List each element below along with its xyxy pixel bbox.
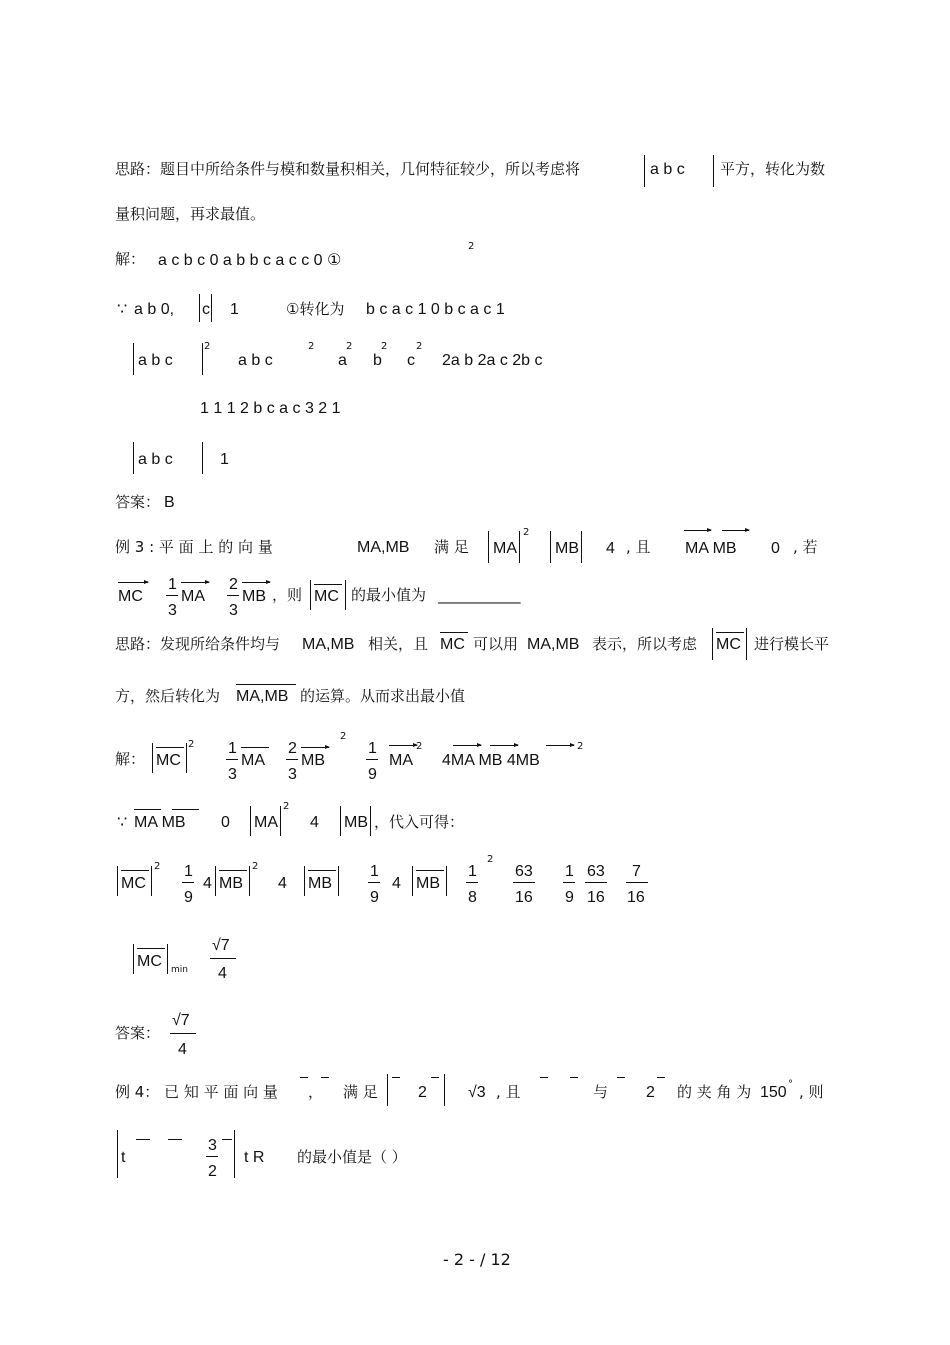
- frac-den: 3: [168, 602, 177, 619]
- because-one: 1: [230, 301, 239, 318]
- because-symbol: ∵: [117, 814, 128, 831]
- mc: MC: [156, 752, 181, 769]
- superscript-2: 2: [487, 854, 494, 865]
- result-abc: a b c: [138, 451, 173, 468]
- frac-den: 4: [218, 965, 227, 982]
- solution-label: 解：: [115, 750, 146, 768]
- abs-bar: [133, 343, 134, 375]
- abs-bar: [117, 866, 118, 896]
- vector-arrow: [546, 745, 574, 746]
- frac-den: 2: [208, 1163, 217, 1180]
- frac-den: 3: [228, 766, 237, 783]
- solution-label: 解：: [115, 250, 146, 268]
- frac-den: 9: [368, 766, 377, 783]
- abs-bar: [249, 866, 250, 896]
- superscript-2: 2: [204, 341, 211, 352]
- because-c: c: [202, 301, 210, 318]
- example3-text: 满 足: [434, 538, 469, 556]
- thinking-text: 的运算。从而求出最小值: [300, 687, 466, 705]
- result-one: 1: [220, 451, 229, 468]
- frac-den: 3: [229, 602, 238, 619]
- coef-2: 2: [418, 1084, 427, 1101]
- frac-line: [210, 958, 236, 959]
- frac-line: [466, 882, 478, 883]
- frac-num: 63: [587, 863, 605, 880]
- frac-num: 1: [565, 863, 574, 880]
- frac-num: 3: [208, 1137, 217, 1154]
- thinking-text-2: 平方，转化为数: [720, 160, 826, 178]
- vector-bar: [392, 1077, 400, 1078]
- page-number: - 2 - / 12: [443, 1250, 511, 1269]
- frac-num: 2: [229, 576, 238, 593]
- mb: MB: [555, 540, 579, 557]
- frac-num: 1: [228, 740, 237, 757]
- question-text: 的最小值是（ ）: [297, 1148, 407, 1166]
- abs-bar: [310, 580, 311, 610]
- ma-dot-mb: MA MB: [685, 540, 737, 557]
- sqrt-3: √3: [468, 1084, 486, 1101]
- frac-line: [626, 882, 648, 883]
- abs-bar: [280, 806, 281, 836]
- frac-num: 1: [184, 863, 193, 880]
- frac-line: [206, 1156, 218, 1157]
- frac-line: [286, 759, 298, 760]
- frac-den: 16: [515, 889, 533, 906]
- ma: MA: [241, 752, 265, 769]
- mb: MB: [219, 875, 243, 892]
- answer-den: 4: [178, 1041, 187, 1058]
- frac-line: [563, 882, 575, 883]
- abs-bar: [370, 806, 371, 836]
- numeric-expr: 1 1 1 2 b c a c 3 2 1: [200, 400, 341, 417]
- mc: MC: [716, 636, 741, 653]
- expand-b: b: [373, 352, 382, 369]
- abs-bar: [234, 1130, 235, 1178]
- overline: [121, 870, 149, 871]
- answer-value: B: [164, 494, 175, 511]
- frac-den: 9: [565, 889, 574, 906]
- abs-bar: [199, 294, 200, 322]
- expr-abc: a b c: [650, 161, 685, 178]
- frac-line: [166, 595, 178, 596]
- abs-bar: [712, 628, 713, 660]
- thinking-text-1: 思路：题目中所给条件与模和数量积相关，几何特征较少，所以考虑将: [115, 160, 581, 178]
- superscript-2: 2: [252, 861, 259, 872]
- example4-text: 满 足: [343, 1083, 378, 1101]
- superscript-2: 2: [188, 739, 195, 750]
- superscript-2: 2: [523, 527, 530, 538]
- expand-lhs: a b c: [138, 352, 173, 369]
- abs-bar: [444, 1074, 445, 1106]
- superscript-2: 2: [381, 341, 388, 352]
- overline: [314, 584, 342, 585]
- t-in-r: t R: [244, 1149, 265, 1166]
- thinking-text: 可以用: [473, 635, 519, 653]
- abs-bar: [117, 1130, 118, 1178]
- thinking-text: 表示，所以考虑: [592, 635, 698, 653]
- example3-label: 例 3 : 平 面 上 的 向 量: [115, 538, 273, 556]
- frac-num: 7: [632, 863, 641, 880]
- vector-arrow: [453, 745, 481, 746]
- abs-bar: [746, 628, 747, 660]
- frac-line: [182, 882, 194, 883]
- example3-text: 的最小值为: [351, 586, 427, 604]
- comma: ，: [308, 1083, 324, 1101]
- substitute-text: ，代入可得：: [374, 813, 465, 831]
- four: 4: [310, 814, 319, 831]
- abs-bar: [338, 866, 339, 896]
- overline: [416, 870, 444, 871]
- abs-bar: [488, 531, 489, 563]
- vectors-ma-mb: MA,MB: [357, 539, 410, 556]
- abs-bar: [250, 806, 251, 836]
- example3-text: ，则: [272, 586, 303, 604]
- abs-bar: [215, 866, 216, 896]
- superscript-2: 2: [308, 341, 315, 352]
- coef-4: 4: [203, 875, 212, 892]
- abs-bar: [211, 294, 212, 322]
- vector-arrow: [684, 530, 711, 531]
- thinking-text: 方，然后转化为: [115, 687, 221, 705]
- vectors-ma-mb: MA,MB: [236, 688, 289, 705]
- abs-bar: [519, 531, 520, 563]
- mb: MB: [242, 588, 266, 605]
- frac-line: [170, 1033, 196, 1034]
- frac-num: 63: [515, 863, 533, 880]
- convert-text: ①转化为: [286, 300, 345, 318]
- abs-bar: [446, 866, 447, 896]
- mc: MC: [137, 953, 162, 970]
- thinking-text-3: 量积问题，再求最值。: [115, 205, 266, 223]
- thinking-text: 进行模长平: [754, 635, 830, 653]
- overline: [440, 632, 468, 633]
- frac-den: 16: [587, 889, 605, 906]
- mc: MC: [314, 588, 339, 605]
- superscript-2: 2: [283, 801, 290, 812]
- frac-den: 9: [184, 889, 193, 906]
- vector-bar: [570, 1077, 578, 1078]
- vector-arrow: [181, 582, 209, 583]
- mb: MB: [301, 752, 325, 769]
- frac-den: 16: [627, 889, 645, 906]
- abs-bar: [581, 531, 582, 563]
- zero: 0: [221, 814, 230, 831]
- degree-symbol: °: [788, 1079, 793, 1090]
- overline: [219, 870, 247, 871]
- coef-2: 2: [646, 1084, 655, 1101]
- ma-dot-mb: MA MB: [134, 814, 186, 831]
- coef-4: 4: [278, 875, 287, 892]
- vector-bar: [617, 1077, 625, 1078]
- because-expr: a b 0,: [134, 301, 175, 318]
- frac-line: [366, 759, 378, 760]
- mc: MC: [118, 588, 143, 605]
- angle-value: 150: [760, 1084, 787, 1101]
- mc: MC: [440, 636, 465, 653]
- overline: [241, 747, 269, 748]
- frac-num: 1: [468, 863, 477, 880]
- overline: [137, 948, 165, 949]
- abs-bar: [186, 743, 187, 773]
- frac-num: 1: [368, 740, 377, 757]
- overline: [172, 809, 199, 810]
- frac-line: [585, 882, 607, 883]
- example3-text: , 若: [793, 538, 818, 556]
- overline: [308, 870, 336, 871]
- example4-text: 的 夹 角 为: [677, 1083, 752, 1101]
- subscript-min: min: [171, 965, 188, 975]
- zero: 0: [771, 540, 780, 557]
- frac-line: [368, 882, 380, 883]
- abs-bar: [412, 866, 413, 896]
- superscript-2: 2: [340, 731, 347, 742]
- vector-arrow: [722, 530, 749, 531]
- vector-bar: [431, 1077, 439, 1078]
- vector-bar: [168, 1139, 182, 1140]
- vector-arrow: [301, 747, 329, 748]
- coef-4: 4: [392, 875, 401, 892]
- overline: [236, 684, 296, 685]
- mc: MC: [121, 875, 146, 892]
- convert-expr: b c a c 1 0 b c a c 1: [366, 301, 505, 318]
- ma: MA: [493, 540, 517, 557]
- abs-bar: [167, 944, 168, 974]
- vector-bar: [657, 1077, 665, 1078]
- ma: MA: [389, 752, 413, 769]
- abs-bar: [387, 1074, 388, 1106]
- frac-den: 3: [288, 766, 297, 783]
- four: 4: [606, 540, 615, 557]
- superscript-2: 2: [468, 241, 475, 252]
- vector-arrow: [389, 745, 417, 746]
- overline: [156, 747, 184, 748]
- answer-blank: ___________: [438, 586, 521, 604]
- frac-line: [226, 759, 238, 760]
- overline: [134, 809, 161, 810]
- thinking-text: 思路：发现所给条件均与: [115, 635, 281, 653]
- abs-bar: [345, 580, 346, 610]
- superscript-2: 2: [577, 741, 584, 752]
- abs-bar: [550, 531, 551, 563]
- superscript-2: 2: [416, 341, 423, 352]
- vector-bar: [321, 1077, 329, 1078]
- frac-num: √7: [212, 937, 230, 954]
- mb: MB: [344, 814, 368, 831]
- abs-bar-right: [713, 155, 714, 187]
- ma: MA: [181, 588, 205, 605]
- expand-c: c: [407, 352, 415, 369]
- abs-bar: [152, 743, 153, 773]
- mb: MB: [416, 875, 440, 892]
- overline: [716, 632, 744, 633]
- example4-text: , 则: [799, 1083, 824, 1101]
- expand-a: a: [338, 352, 347, 369]
- example4-text: , 且: [496, 1083, 521, 1101]
- example4-label: 例 4： 已 知 平 面 向 量: [115, 1083, 278, 1101]
- vectors-ma-mb: MA,MB: [302, 636, 355, 653]
- frac-den: 8: [468, 889, 477, 906]
- mb: MB: [308, 875, 332, 892]
- example4-text: 与: [593, 1083, 609, 1101]
- vector-bar: [136, 1139, 150, 1140]
- frac-line: [227, 595, 239, 596]
- thinking-text: 相关，且: [368, 635, 429, 653]
- superscript-2: 2: [346, 341, 353, 352]
- abs-bar: [133, 944, 134, 974]
- vector-bar: [300, 1077, 308, 1078]
- expand-rhs-2: 2a b 2a c 2b c: [442, 352, 543, 369]
- vector-bar: [540, 1077, 548, 1078]
- ma: MA: [254, 814, 278, 831]
- abs-bar: [133, 442, 134, 474]
- abs-bar: [304, 866, 305, 896]
- expand-rhs-1: a b c: [238, 352, 273, 369]
- abs-bar-left: [644, 155, 645, 187]
- frac-line: [513, 882, 535, 883]
- vectors-ma-mb: MA,MB: [527, 636, 580, 653]
- superscript-2: 2: [154, 861, 161, 872]
- vector-arrow: [242, 582, 270, 583]
- abs-bar: [340, 806, 341, 836]
- var-t: t: [121, 1149, 126, 1166]
- abs-bar: [202, 343, 203, 375]
- superscript-2: 2: [416, 741, 423, 752]
- frac-den: 9: [370, 889, 379, 906]
- frac-num: 1: [168, 576, 177, 593]
- vector-bar: [222, 1139, 232, 1140]
- vector-arrow: [490, 745, 518, 746]
- answer-label: 答案：: [115, 493, 161, 511]
- example3-text: , 且: [626, 538, 651, 556]
- frac-num: 1: [370, 863, 379, 880]
- answer-num: √7: [172, 1012, 190, 1029]
- because-symbol: ∵: [117, 301, 128, 318]
- abs-bar: [202, 442, 203, 474]
- vector-arrow: [118, 582, 148, 583]
- expansion-rest: 4MA MB 4MB: [442, 752, 540, 769]
- answer-label: 答案：: [115, 1024, 161, 1042]
- solution-expr-1: a c b c 0 a b b c a c c 0 ①: [158, 252, 342, 269]
- abs-bar: [151, 866, 152, 896]
- frac-num: 2: [288, 740, 297, 757]
